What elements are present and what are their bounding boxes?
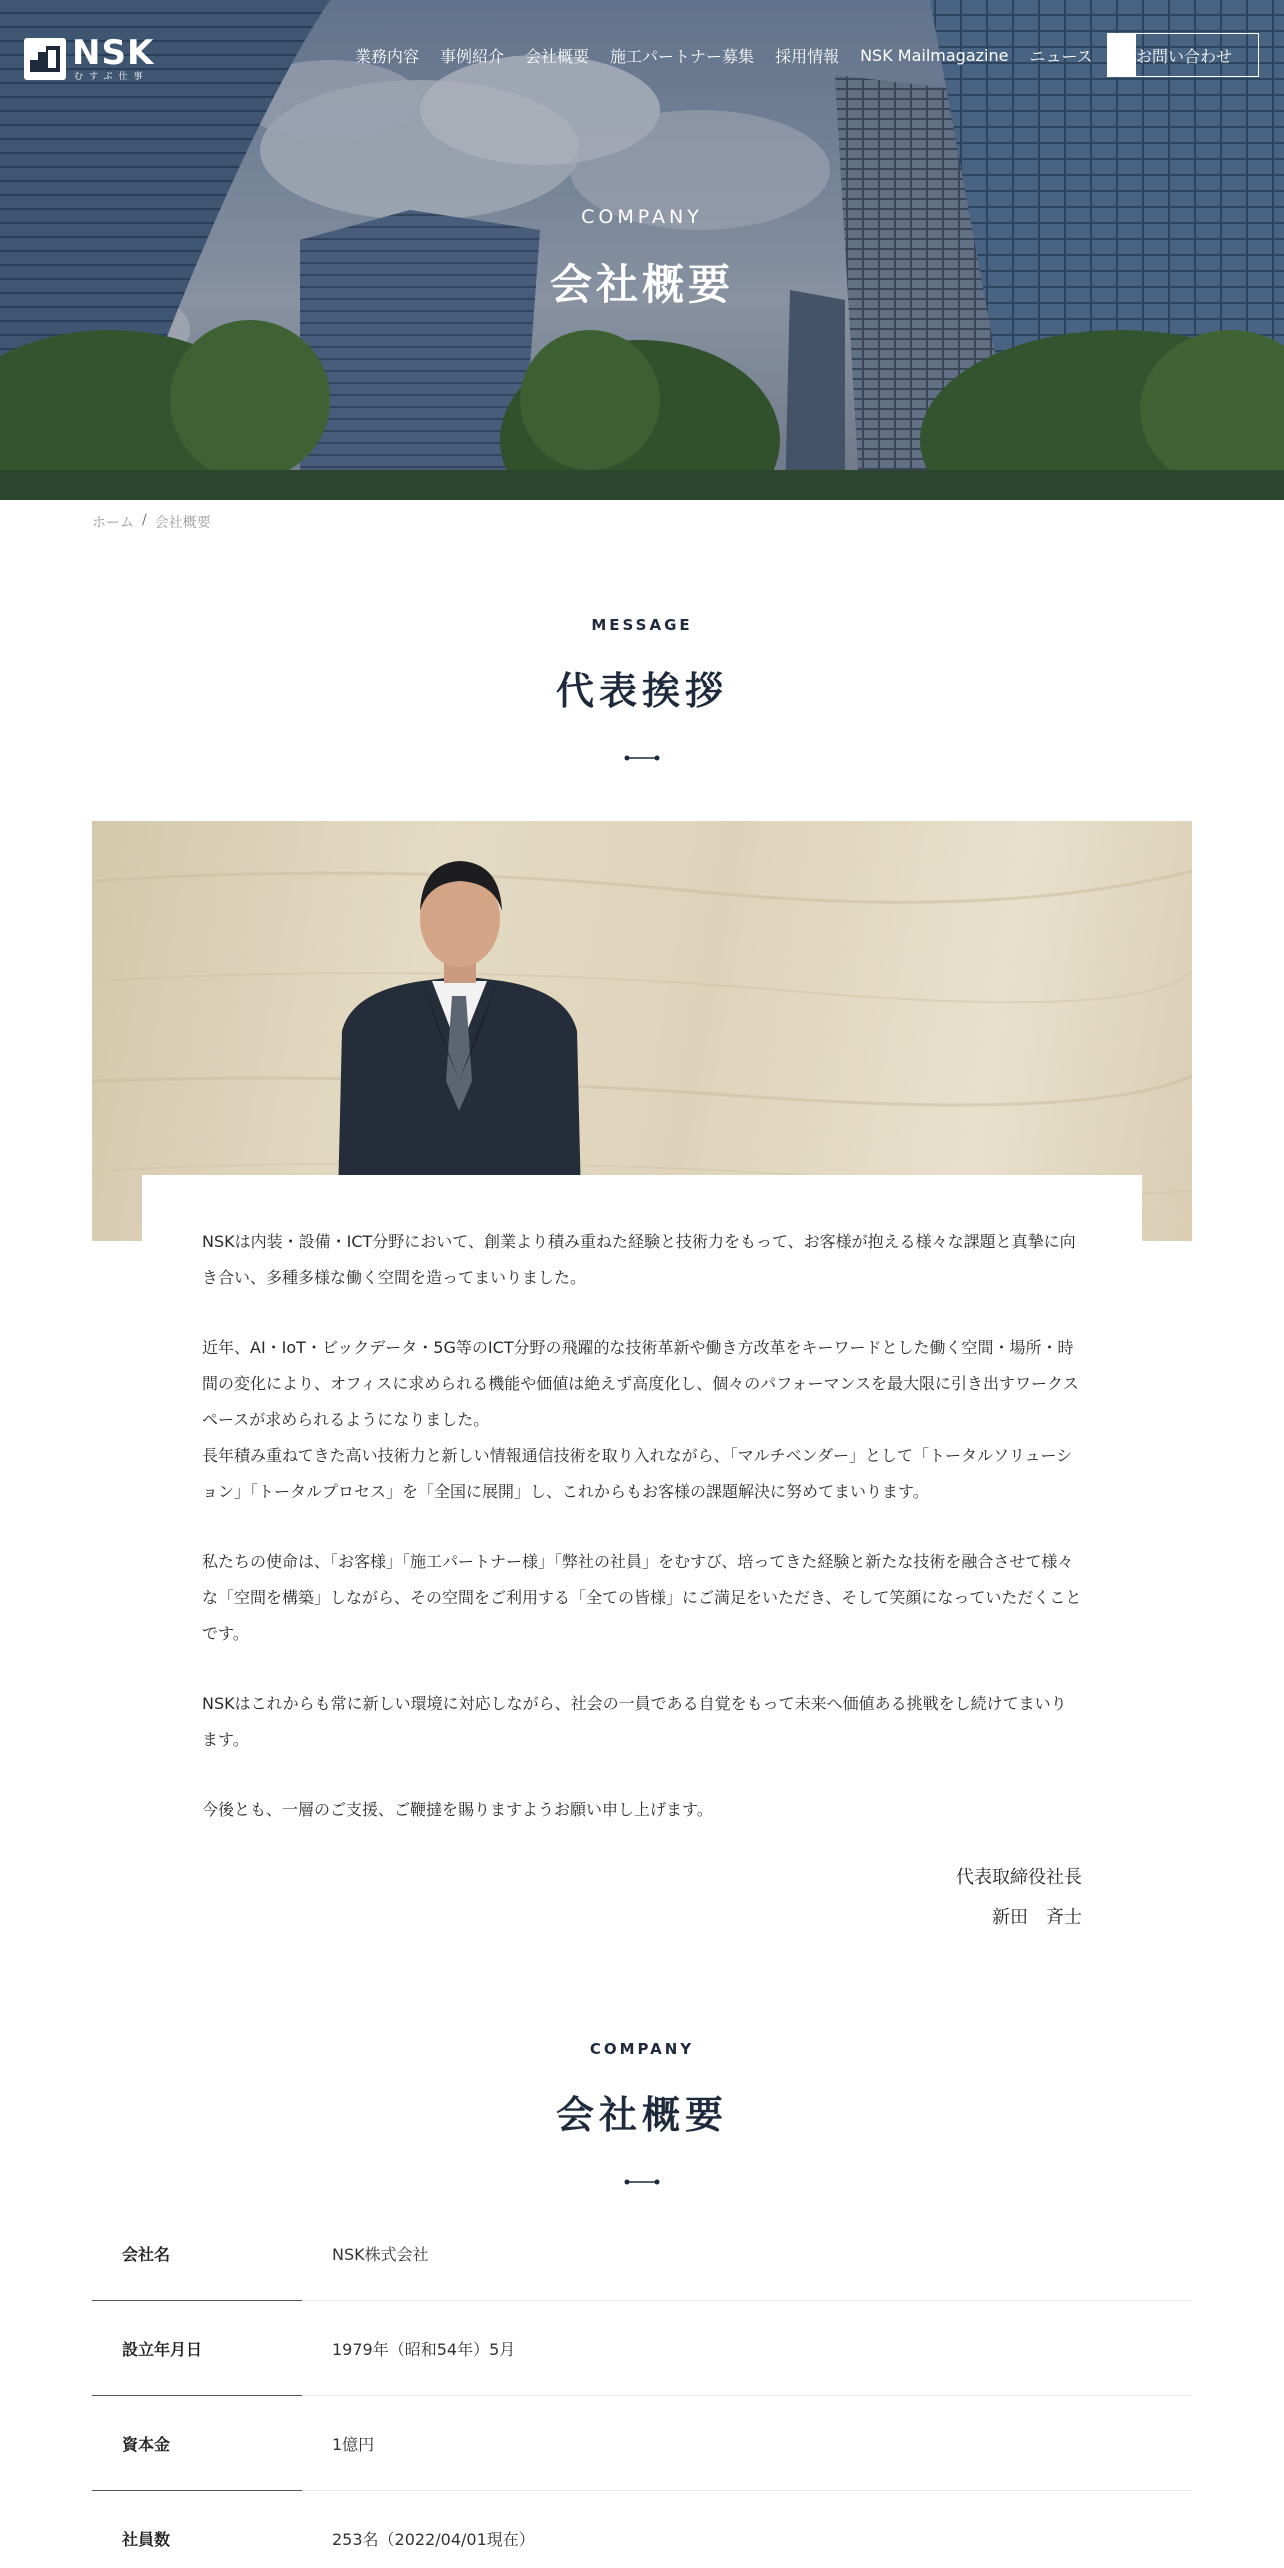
message-paragraph: NSKはこれからも常に新しい環境に対応しながら、社会の一員である自覚をもって未来へ価値ある挑戦をし続けてまいります。: [202, 1694, 1067, 1749]
contact-button-label: お問い合わせ: [1136, 46, 1233, 66]
site-logo[interactable]: [24, 33, 174, 82]
table-row: [92, 2491, 1192, 2568]
nav-item-news[interactable]: ニュース: [1029, 46, 1093, 66]
page-title: 会社概要: [549, 260, 734, 309]
nav-item-partners[interactable]: 施工パートナー募集: [610, 46, 755, 66]
divider-icon: [624, 755, 660, 761]
contact-button[interactable]: [1107, 33, 1259, 77]
table-row: [92, 2396, 1192, 2491]
table-row-value: 253名（2022/04/01現在）: [332, 2529, 535, 2549]
nav-item-mailmagazine[interactable]: NSK Mailmagazine: [860, 45, 1009, 65]
nav-item-cases[interactable]: 事例紹介: [440, 46, 505, 66]
table-row-key: 設立年月日: [122, 2339, 203, 2359]
contact-button-accent: [1108, 34, 1136, 76]
message-paragraph: 近年、AI・IoT・ビックデータ・5G等のICT分野の飛躍的な技術革新や働き方改革をキーワードとした働く空間・場所・時間の変化により、オフィスに求められる機能や価値は絶えず高度化し、個々のパフォーマンスを最大限に引き出すワークスペースが求められるようになりました。: [202, 1338, 1079, 1429]
logo-tagline: むすぶ仕事: [74, 72, 149, 82]
table-row-value: 1979年（昭和54年）5月: [332, 2339, 516, 2359]
hero-overlay: [0, 0, 1284, 500]
nav-item-recruit[interactable]: 採用情報: [775, 46, 840, 66]
message-heading: 代表挨拶: [555, 669, 728, 713]
message-eyebrow: MESSAGE: [591, 616, 693, 634]
divider-icon: [624, 2179, 660, 2185]
company-info-table: [92, 2206, 1192, 2568]
message-body: [202, 1224, 1082, 1862]
signature-title: 代表取締役社長: [956, 1867, 1082, 1888]
breadcrumb-current: 会社概要: [154, 515, 211, 531]
table-row: [92, 2206, 1192, 2301]
message-paragraph: 長年積み重ねてきた高い技術力と新しい情報通信技術を取り入れながら、「マルチベンダー」として「トータルソリューション」「トータルプロセス」を「全国に展開」し、これからもお客様の課題解決に努めてまいります。: [202, 1446, 1073, 1501]
table-row-key: 資本金: [122, 2434, 171, 2454]
table-row-value: 1億円: [332, 2434, 375, 2454]
hero-banner: [0, 0, 1284, 500]
table-row-key: 会社名: [122, 2244, 171, 2264]
nav-item-services[interactable]: 業務内容: [355, 46, 420, 66]
message-paragraph: 私たちの使命は、「お客様」「施工パートナー様」「弊社の社員」をむすび、培ってきた経験と新たな技術を融合させて様々な「空間を構築」しながら、その空間をご利用する「全ての皆様」にご満足をいただき、そして笑顔になっていただくことです。: [202, 1552, 1082, 1643]
message-paragraph: NSKは内装・設備・ICT分野において、創業より積み重ねた経験と技術力をもって、お客様が抱える様々な課題と真摯に向き合い、多種多様な働く空間を造ってまいりました。: [202, 1232, 1076, 1287]
table-row: [92, 2301, 1192, 2396]
signature-name: 新田 斉士: [992, 1907, 1082, 1928]
nav-item-company[interactable]: 会社概要: [525, 46, 590, 66]
table-row-key: 社員数: [122, 2529, 171, 2549]
breadcrumb-separator: /: [142, 512, 147, 528]
signature: [202, 1858, 1082, 1938]
global-nav: [355, 40, 1093, 70]
company-eyebrow: COMPANY: [589, 2040, 695, 2058]
message-paragraph: 今後とも、一層のご支援、ご鞭撻を賜りますようお願い申し上げます。: [202, 1800, 713, 1819]
table-row-value: NSK株式会社: [332, 2244, 429, 2264]
breadcrumb: [92, 512, 211, 532]
breadcrumb-home-link[interactable]: ホーム: [92, 515, 134, 531]
hero-eyebrow: COMPANY: [581, 206, 703, 228]
nsk-logo-icon: [24, 38, 66, 80]
company-heading: 会社概要: [555, 2093, 728, 2137]
logo-wordmark: NSK: [72, 33, 155, 73]
